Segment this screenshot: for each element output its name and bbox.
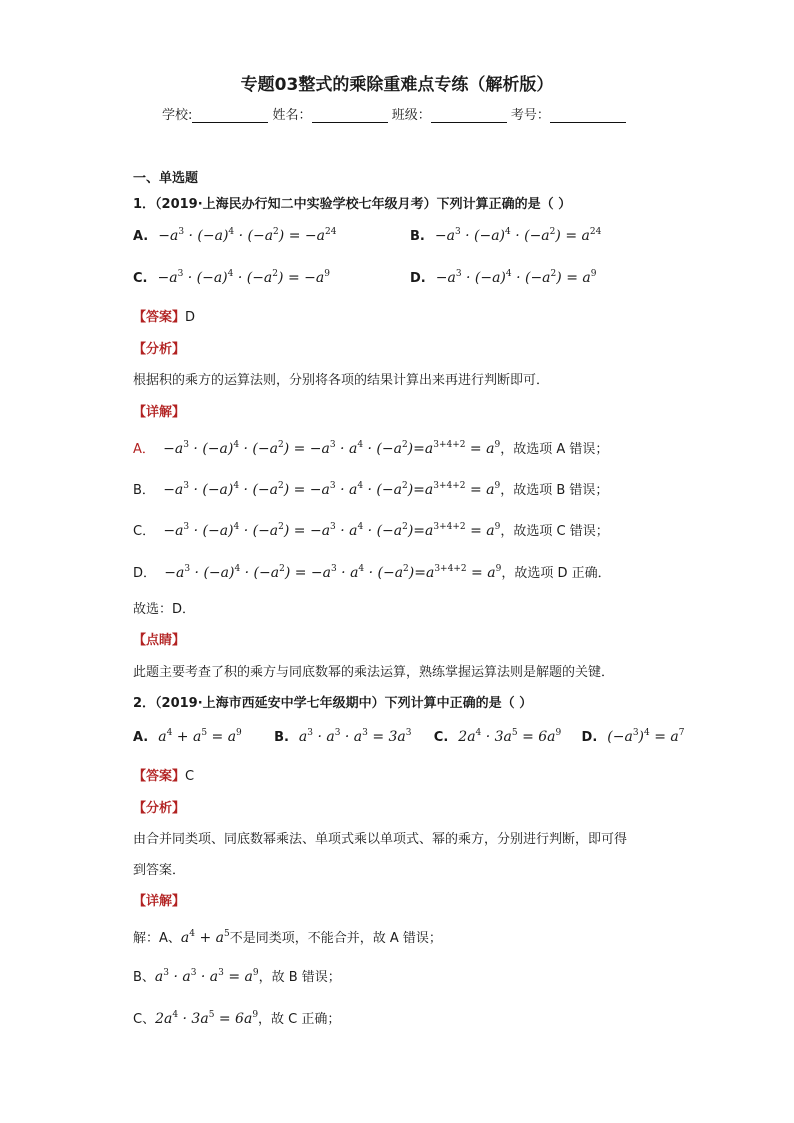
page-title: 专题03整式的乘除重难点专练（解析版） [240,75,554,95]
q2-option-b: B. [274,730,289,745]
q1-option-b: B. $-a^3 \cdot (-a)^4 \cdot (-a^2) = a^{24}$ [410,227,602,244]
section-title: 一、单选题 [133,171,199,186]
class-blank[interactable] [431,108,507,123]
class-label: 班级： [391,108,431,123]
q1-answer: 【答案】D [133,310,196,325]
q1-option-d: D. $-a^3 \cdot (-a)^4 \cdot (-a^2) = a^9$ [410,269,597,286]
q1-option-c: C. $-a^3 \cdot (-a)^4 \cdot (-a^2) = -a^9$ [133,269,330,286]
q1-detail-c: C． $-a^3 \cdot (-a)^4 \cdot (-a^2) = -a^3 \cdot a^4 \cdot (-a^2)=a^{3+4+2} = a^9$，故选项 C 错误； [133,522,609,539]
q1-detail-tag: 【详解】 [133,405,186,420]
q1-detail-b: B． $-a^3 \cdot (-a)^4 \cdot (-a^2) = -a^3 \cdot a^4 \cdot (-a^2)=a^{3+4+2} = a^9$，故选项 B 错误； [133,481,609,498]
q1-analysis-text: 根据积的乘方的运算法则，分别将各项的结果计算出来再进行判断即可． [133,373,550,388]
q2-option-d: D. [581,730,598,745]
q1-analysis-tag: 【分析】 [133,342,186,357]
q2-option-c: C. [433,730,449,745]
q2-detail-c: C、$2a^4 \cdot 3a^5 = 6a^9$，故 C 正确； [133,1010,341,1027]
q1-stem: 1．（2019·上海民办行知二中实验学校七年级月考）下列计算正确的是（ ） [133,197,572,212]
q2-detail-tag: 【详解】 [133,894,186,909]
school-label: 学校: [162,108,193,123]
school-blank[interactable] [192,108,268,123]
q2-stem: 2．（2019·上海市西延安中学七年级期中）下列计算中正确的是（ ） [133,696,533,711]
q1-detail-d: D． $-a^3 \cdot (-a)^4 \cdot (-a^2) = -a^3 \cdot a^4 \cdot (-a^2)=a^{3+4+2} = a^9$，故选项 D 正确． [133,564,611,581]
q1-comment-text: 此题主要考查了积的乘方与同底数幂的乘法运算，熟练掌握运算法则是解题的关键． [133,665,615,680]
student-info-line [162,104,626,123]
q2-analysis-line1: 由合并同类项、同底数幂乘法、单项式乘以单项式、幂的乘方，分别进行判断，即可得 [133,832,628,847]
q1-choose: 故选：D． [133,602,196,617]
q2-detail-a: 解：A、$a^4 + a^5$不是同类项，不能合并，故 A 错误； [133,929,442,946]
name-label: 姓名： [272,108,312,123]
exam-no-blank[interactable] [550,108,626,123]
q1-comment-tag: 【点睛】 [133,633,186,648]
q2-analysis-tag: 【分析】 [133,801,186,816]
q2-analysis-line2: 到答案． [133,863,186,878]
exam-no-label: 考号： [510,108,550,123]
q1-option-a: A. $-a^3 \cdot (-a)^4 \cdot (-a^2) = -a^{24}$ [133,227,337,244]
q2-detail-b: B、$a^3 \cdot a^3 \cdot a^3 = a^9$，故 B 错误； [133,968,341,985]
q2-option-a: A. [133,730,149,745]
q1-detail-a: A． $-a^3 \cdot (-a)^4 \cdot (-a^2) = -a^3 \cdot a^4 \cdot (-a^2)=a^{3+4+2} = a^9$，故选项 A 错误； [133,440,609,457]
name-blank[interactable] [312,108,388,123]
q2-options: A. $a^4 + a^5 = a^9$ B. $a^3 \cdot a^3 \cdot a^3 = 3a^3$ C. $2a^4 \cdot 3a^5 = 6a^9$ D. $(-a^3)^4 = a^7$ [133,728,685,745]
q2-answer: 【答案】C [133,769,195,784]
